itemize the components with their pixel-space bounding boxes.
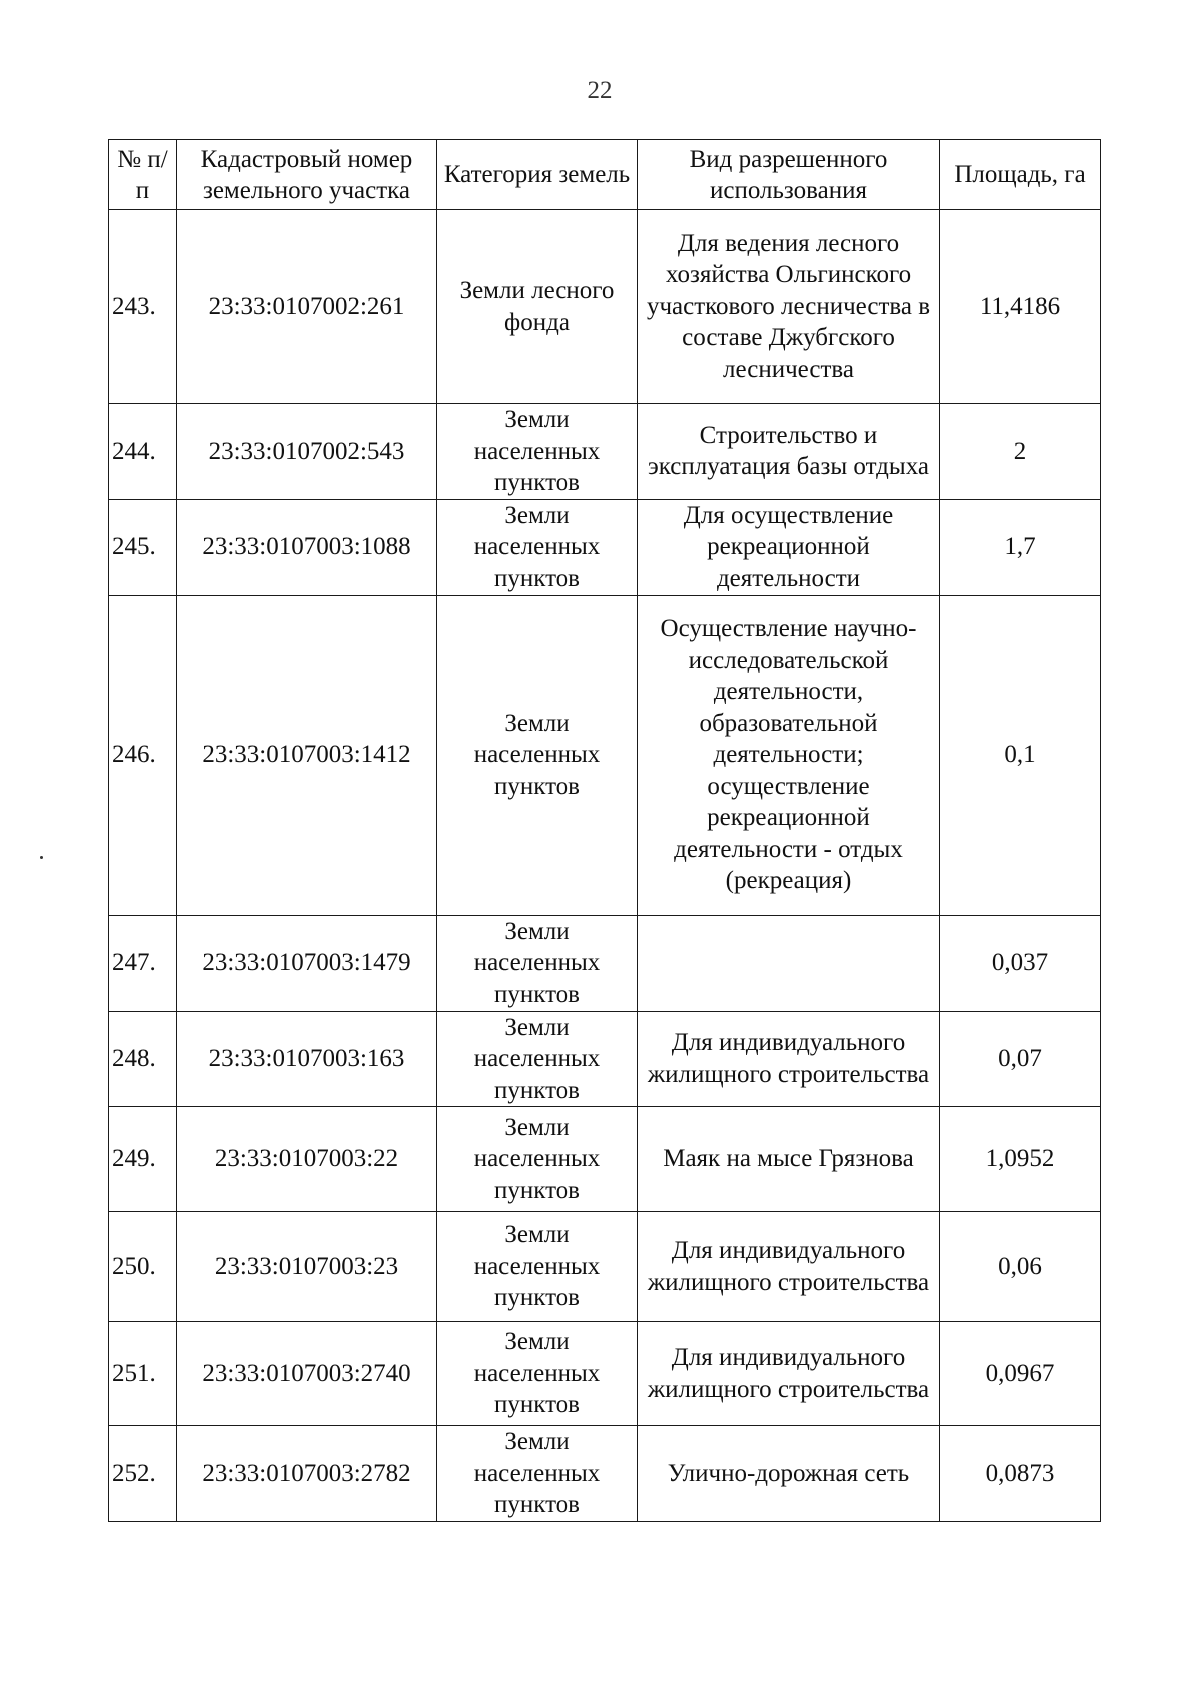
table-header-row: [109, 140, 1101, 210]
cell-land-category: Земли населенных пунктов: [437, 499, 638, 595]
header-number: № п/п: [109, 140, 177, 210]
cell-cadastral-number: 23:33:0107002:261: [177, 210, 437, 404]
cell-area: 2: [940, 404, 1101, 500]
cell-cadastral-number: 23:33:0107003:1479: [177, 915, 437, 1011]
table-row: [109, 915, 1101, 1011]
table-row: [109, 1212, 1101, 1322]
cell-number: 247.: [109, 915, 177, 1011]
cell-number: 250.: [109, 1212, 177, 1322]
table-row: [109, 499, 1101, 595]
cell-land-category: Земли населенных пунктов: [437, 1322, 638, 1426]
cell-land-category: Земли населенных пунктов: [437, 1212, 638, 1322]
cell-land-category: Земли населенных пунктов: [437, 595, 638, 915]
table-row: [109, 1011, 1101, 1107]
cell-cadastral-number: 23:33:0107003:1412: [177, 595, 437, 915]
table-row: [109, 404, 1101, 500]
cell-land-category: Земли населенных пунктов: [437, 404, 638, 500]
cell-area: 0,0967: [940, 1322, 1101, 1426]
scan-speck: [40, 856, 43, 859]
cell-land-category: Земли населенных пунктов: [437, 1011, 638, 1107]
cell-permitted-use: [638, 915, 940, 1011]
table-row: [109, 210, 1101, 404]
cell-number: 249.: [109, 1107, 177, 1212]
cell-cadastral-number: 23:33:0107003:2782: [177, 1426, 437, 1522]
table-row: [109, 595, 1101, 915]
cell-cadastral-number: 23:33:0107003:2740: [177, 1322, 437, 1426]
cell-cadastral-number: 23:33:0107003:163: [177, 1011, 437, 1107]
cell-cadastral-number: 23:33:0107002:543: [177, 404, 437, 500]
cell-area: 0,1: [940, 595, 1101, 915]
cell-area: 1,0952: [940, 1107, 1101, 1212]
cell-permitted-use: Для ведения лесного хозяйства Ольгинского участкового лесничества в составе Джубгского лесничества: [638, 210, 940, 404]
cell-number: 246.: [109, 595, 177, 915]
cell-land-category: Земли населенных пунктов: [437, 1107, 638, 1212]
page-number: 22: [587, 77, 613, 104]
cell-number: 244.: [109, 404, 177, 500]
cell-land-category: Земли населенных пунктов: [437, 1426, 638, 1522]
cell-land-category: Земли населенных пунктов: [437, 915, 638, 1011]
cell-number: 243.: [109, 210, 177, 404]
table-row: [109, 1426, 1101, 1522]
cell-permitted-use: Строительство и эксплуатация базы отдыха: [638, 404, 940, 500]
cell-area: 1,7: [940, 499, 1101, 595]
cell-number: 245.: [109, 499, 177, 595]
cell-permitted-use: Улично-дорожная сеть: [638, 1426, 940, 1522]
cell-area: 11,4186: [940, 210, 1101, 404]
cell-cadastral-number: 23:33:0107003:1088: [177, 499, 437, 595]
cell-area: 0,07: [940, 1011, 1101, 1107]
cell-number: 248.: [109, 1011, 177, 1107]
header-cadastral-number: Кадастровый номер земельного участка: [177, 140, 437, 210]
cell-permitted-use: Для индивидуального жилищного строительства: [638, 1322, 940, 1426]
cell-area: 0,0873: [940, 1426, 1101, 1522]
cell-number: 252.: [109, 1426, 177, 1522]
header-land-category: Категория земель: [437, 140, 638, 210]
land-plots-table: [108, 139, 1101, 1522]
table-row: [109, 1107, 1101, 1212]
cell-cadastral-number: 23:33:0107003:22: [177, 1107, 437, 1212]
cell-number: 251.: [109, 1322, 177, 1426]
cell-area: 0,037: [940, 915, 1101, 1011]
cell-land-category: Земли лесного фонда: [437, 210, 638, 404]
cell-permitted-use: Для осуществление рекреационной деятельности: [638, 499, 940, 595]
table-row: [109, 1322, 1101, 1426]
cell-permitted-use: Маяк на мысе Грязнова: [638, 1107, 940, 1212]
header-permitted-use: Вид разрешенного использования: [638, 140, 940, 210]
cell-cadastral-number: 23:33:0107003:23: [177, 1212, 437, 1322]
cell-area: 0,06: [940, 1212, 1101, 1322]
cell-permitted-use: Для индивидуального жилищного строительства: [638, 1212, 940, 1322]
cell-permitted-use: Осуществление научно-исследовательской деятельности, образовательной деятельности; осуществление рекреационной деятельности - отдых (рекреация): [638, 595, 940, 915]
cell-permitted-use: Для индивидуального жилищного строительства: [638, 1011, 940, 1107]
header-area: Площадь, га: [940, 140, 1101, 210]
